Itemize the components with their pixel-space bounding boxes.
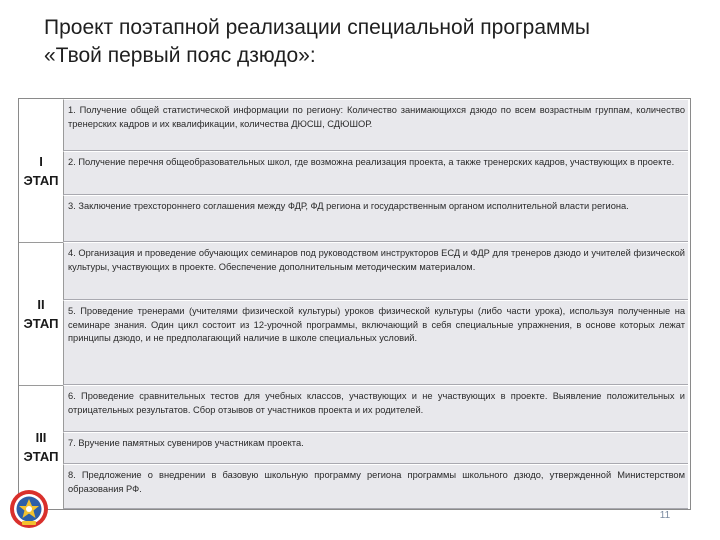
step-8-cell: 8. Предложение о внедрении в базовую школьную программу региона программы школьного дзюдо, утвержденной Министерством образования РФ. bbox=[63, 464, 688, 509]
judo-federation-emblem-icon bbox=[8, 488, 50, 530]
stages-table bbox=[18, 98, 691, 510]
page-number: 11 bbox=[659, 510, 671, 521]
stage-3-word: ЭТАП bbox=[23, 449, 59, 464]
slide-title-line-1: Проект поэтапной реализации специальной программы bbox=[44, 16, 590, 39]
slide-title bbox=[44, 14, 684, 70]
stage-2-word: ЭТАП bbox=[23, 315, 59, 331]
stage-2-label bbox=[19, 242, 63, 386]
step-5-cell: 5. Проведение тренерами (учителями физической культуры) уроков физической культуры (либо части урока), используя полученные на семинаре знания. Один цикл состоит из 12-урочной программы, включающий в себя специальные упражнения, в основе которых лежат принципы дзюдо, и не предполагающий наличие в школе специальных условий. bbox=[63, 300, 688, 385]
stage-1-numeral: I bbox=[39, 153, 43, 169]
step-2-cell: 2. Получение перечня общеобразовательных школ, где возможна реализация проекта, а также тренерских кадров, участвующих в проекте. bbox=[63, 151, 688, 195]
step-3-cell: 3. Заключение трехстороннего соглашения между ФДР, ФД региона и государственным органом исполнительной власти региона. bbox=[63, 195, 688, 242]
step-4-cell: 4. Организация и проведение обучающих семинаров под руководством инструкторов ЕСД и ФДР для тренеров дзюдо и учителей физической культуры, участвующих в проекте. Обеспечение дополнительным методическим материалом. bbox=[63, 242, 688, 300]
step-7-cell: 7. Вручение памятных сувениров участникам проекта. bbox=[63, 432, 688, 464]
step-6-cell: 6. Проведение сравнительных тестов для учебных классов, участвующих и не участвующих в проекте. Выявление положительных и отрицательных результатов. Сбор отзывов от участников проекта и их родителей. bbox=[63, 385, 688, 432]
stage-3-numeral: III bbox=[35, 430, 47, 445]
slide-title-line-2: «Твой первый пояс дзюдо»: bbox=[44, 44, 316, 67]
stage-1-label bbox=[19, 99, 63, 243]
stage-2-numeral: II bbox=[37, 296, 45, 312]
stage-1-word: ЭТАП bbox=[23, 172, 59, 188]
step-1-cell: 1. Получение общей статистической информации по региону: Количество занимающихся дзюдо по всем возрастным группам, количество тренерских кадров и их квалификации, количества ДЮСШ, СДЮШОР. bbox=[63, 99, 688, 151]
